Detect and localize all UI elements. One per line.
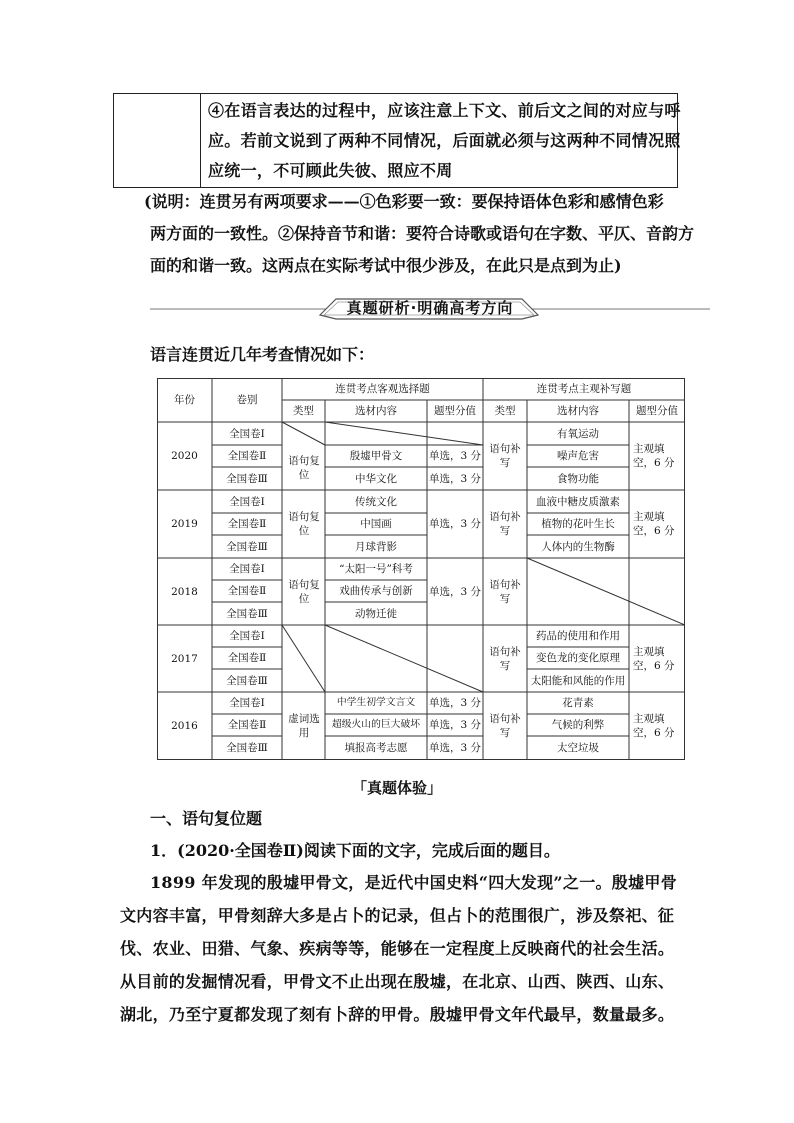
header-subjective: 连贯考点主观补写题 [536, 383, 632, 395]
paper-cell: 全国卷Ⅰ [229, 697, 265, 709]
subjective-material-cell: 有氧运动 [557, 427, 599, 440]
subheader-type: 类型 [494, 405, 516, 417]
year-cell: 2017 [171, 652, 198, 665]
subjective-material-cell: 食物功能 [557, 472, 599, 485]
subjective-material-cell: 气候的利弊 [551, 719, 605, 731]
paper-cell: 全国卷Ⅱ [227, 719, 267, 731]
header-paper: 卷别 [236, 394, 258, 406]
paper-cell: 全国卷Ⅲ [226, 674, 268, 687]
objective-material-cell: 戏曲传承与创新 [339, 585, 413, 597]
paper-cell: 全国卷Ⅰ [229, 495, 265, 508]
subjective-type-cell: 语句补写 [489, 578, 521, 605]
subjective-material-cell: 变色龙的变化原理 [536, 652, 620, 664]
section-banner [150, 295, 710, 323]
year-cell: 2020 [171, 450, 198, 462]
subjective-type-cell: 语句补写 [489, 511, 521, 537]
objective-material-cell: 填报高考志愿 [344, 742, 408, 754]
objective-material-cell: 中华文化 [355, 472, 397, 485]
paper-cell: 全国卷Ⅱ [227, 518, 267, 530]
continuation-text [208, 96, 681, 186]
year-cell: 2018 [171, 585, 198, 598]
objective-material-cell: 超级火山的巨大破坏 [331, 719, 421, 730]
objective-material-cell: 中学生初学文言文 [336, 697, 416, 708]
header-year: 年份 [174, 394, 195, 406]
paper-cell: 全国卷Ⅲ [226, 540, 268, 553]
objective-material-cell: 殷墟甲骨文 [349, 450, 403, 462]
passage-line: 1899 年发现的殷墟甲骨文，是近代中国史料“四大发现”之一。殷墟甲骨 [150, 873, 678, 892]
objective-type-cell: 虚词选用 [288, 713, 320, 739]
subjective-material-cell: 血液中糖皮质激素 [536, 495, 620, 508]
year-cell: 2016 [171, 720, 198, 732]
subheader-material: 选材内容 [355, 405, 397, 417]
subsection-title: 「真题体验」 [351, 779, 442, 797]
paper-cell: 全国卷Ⅱ [227, 585, 267, 597]
subjective-material-cell: 药品的使用和作用 [536, 630, 620, 642]
paper-cell: 全国卷Ⅱ [227, 652, 267, 664]
objective-material-cell: 传统文化 [355, 495, 397, 508]
subjective-score-cell: 主观填空，6 分 [633, 713, 675, 739]
paper-cell: 全国卷Ⅲ [226, 742, 268, 754]
subheader-material: 选材内容 [557, 405, 599, 417]
objective-material-cell: 中国画 [360, 518, 392, 530]
passage-line: 伐、农业、田猎、气象、疾病等等，能够在一定程度上反映商代的社会生活。 [120, 939, 675, 958]
question-1: 1．(2020·全国卷Ⅱ)阅读下面的文字，完成后面的题目。 [150, 841, 560, 860]
subjective-material-cell: 太空垃圾 [557, 742, 599, 754]
subjective-material-cell: 噪声危害 [557, 450, 599, 462]
paper-cell: 全国卷Ⅲ [226, 607, 268, 620]
objective-type-cell: 语句复位 [288, 578, 320, 605]
subheader-score: 题型分值 [636, 405, 678, 417]
subjective-score-cell: 主观填空，6 分 [633, 443, 675, 469]
year-cell: 2019 [171, 518, 198, 530]
objective-score-cell: 单选，3 分 [428, 518, 482, 530]
objective-type-cell: 语句复位 [288, 511, 320, 537]
subjective-material-cell: 植物的花叶生长 [541, 518, 615, 530]
exam-overview-table [157, 378, 685, 760]
subjective-type-cell: 语句补写 [489, 443, 521, 469]
subjective-material-cell: 花青素 [562, 697, 594, 709]
objective-score-cell: 单选，3 分 [428, 697, 482, 709]
note-line: 面的和谐一致。这两点在实际考试中很少涉及，在此只是点到为止) [150, 256, 622, 275]
paper-cell: 全国卷Ⅲ [226, 472, 268, 485]
objective-score-cell: 单选，3 分 [428, 719, 482, 731]
passage-line: 文内容丰富，甲骨刻辞大多是占卜的记录，但占卜的范围很广，涉及祭祀、征 [120, 906, 675, 925]
subjective-type-cell: 语句补写 [489, 713, 521, 739]
subjective-material-cell: 太阳能和风能的作用 [530, 674, 626, 687]
subjective-material-cell: 人体内的生物酶 [541, 540, 615, 553]
intro-text: 语言连贯近几年考查情况如下： [150, 345, 375, 364]
subjective-score-cell: 主观填空，6 分 [633, 511, 675, 537]
note-line: (说明：连贯另有两项要求——①色彩要一致：要保持语体色彩和感情色彩 [144, 192, 664, 211]
paper-cell: 全国卷Ⅰ [229, 427, 265, 440]
subheader-type: 类型 [293, 405, 314, 417]
subjective-type-cell: 语句补写 [489, 645, 521, 672]
banner-title: 真题研析·明确高考方向 [346, 299, 514, 317]
note-line: 两方面的一致性。②保持音节和谐：要符合诗歌或语句在字数、平仄、音韵方 [150, 224, 695, 243]
objective-type-cell: 语句复位 [288, 454, 320, 481]
passage-line: 湖北，乃至宁夏都发现了刻有卜辞的甲骨。殷墟甲骨文年代最早，数量最多。 [120, 1005, 675, 1024]
text-line: 应。若前文说到了两种不同情况，后面就必须与这两种不同情况照 [208, 131, 681, 150]
continuation-table [113, 93, 681, 188]
empty-left-cell [114, 94, 201, 187]
objective-material-cell: 动物迁徙 [355, 607, 397, 620]
objective-material-cell: 月球背影 [355, 540, 397, 553]
objective-material-cell: “太阳一号”科考 [339, 563, 413, 575]
subheader-score: 题型分值 [434, 405, 476, 417]
objective-score-cell: 单选，3 分 [428, 585, 482, 598]
text-line: 应统一，不可顾此失彼、照应不周 [208, 161, 453, 180]
objective-score-cell: 单选，3 分 [428, 472, 482, 485]
objective-score-cell: 单选，3 分 [428, 742, 482, 754]
text-line: ④在语言表达的过程中，应该注意上下文、前后文之间的对应与呼 [208, 101, 681, 120]
subjective-score-cell: 主观填空，6 分 [633, 645, 675, 672]
header-objective: 连贯考点客观选择题 [335, 383, 430, 395]
note-paragraph [144, 186, 695, 282]
objective-score-cell: 单选，3 分 [428, 450, 482, 462]
paper-cell: 全国卷Ⅰ [229, 563, 265, 575]
passage-line: 从目前的发掘情况看，甲骨文不止出现在殷墟，在北京、山西、陕西、山东、 [120, 972, 675, 991]
paper-cell: 全国卷Ⅰ [229, 630, 265, 642]
paper-cell: 全国卷Ⅱ [227, 450, 267, 462]
section-heading: 一、语句复位题 [150, 809, 263, 828]
